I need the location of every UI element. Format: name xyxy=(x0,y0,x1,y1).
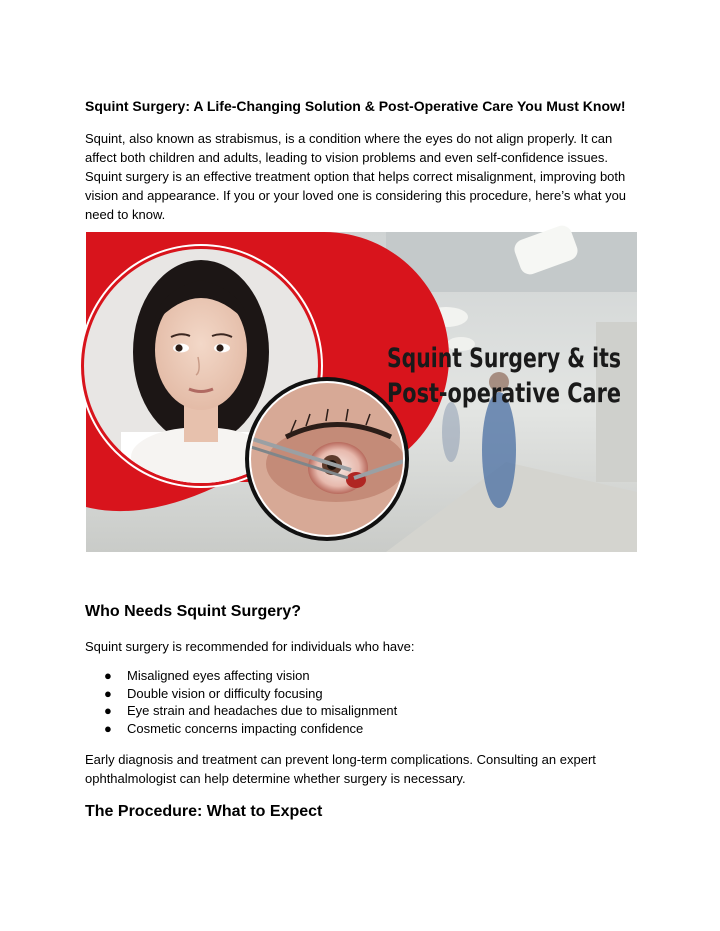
list-item xyxy=(85,720,397,738)
hero-overlay-line-2: Post-operative Care xyxy=(387,378,621,409)
intro-paragraph: Squint, also known as strabismus, is a condition where the eyes do not align properly. It can affect both children and adults, leading to vision problems and even self-confidence issues. Squint surgery is an effective treatment option that helps correct misalignment, improving both vision and appearance. If you or your loved one is considering this procedure, here’s what you need to know. xyxy=(85,131,627,222)
document-body xyxy=(85,96,645,224)
hero-image xyxy=(86,232,637,552)
who-needs-lead: Squint surgery is recommended for individuals who have: xyxy=(85,639,415,654)
list-item-text: Misaligned eyes affecting vision xyxy=(127,668,310,683)
bullet-icon: ● xyxy=(104,685,112,701)
bullet-icon: ● xyxy=(104,720,112,736)
list-item xyxy=(85,702,397,720)
hero-overlay-line-1: Squint Surgery & its xyxy=(387,343,621,374)
bullet-icon: ● xyxy=(104,703,112,718)
who-needs-heading: Who Needs Squint Surgery? xyxy=(85,603,302,620)
list-item xyxy=(85,667,397,685)
list-item-text: Cosmetic concerns impacting confidence xyxy=(127,720,364,736)
page-title: Squint Surgery: A Life-Changing Solution & Post-Operative Care You Must Know! xyxy=(85,98,626,114)
procedure-heading: The Procedure: What to Expect xyxy=(85,803,323,820)
list-item-text: Double vision or difficulty focusing xyxy=(127,685,323,701)
who-needs-list xyxy=(85,667,397,737)
who-needs-closing: Early diagnosis and treatment can prevent long-term complications. Consulting an expert ophthalmologist can help determine whether surgery is necessary. xyxy=(85,752,596,786)
list-item xyxy=(85,685,397,703)
bullet-icon: ● xyxy=(104,668,112,683)
list-item-text: Eye strain and headaches due to misalignment xyxy=(127,703,398,718)
